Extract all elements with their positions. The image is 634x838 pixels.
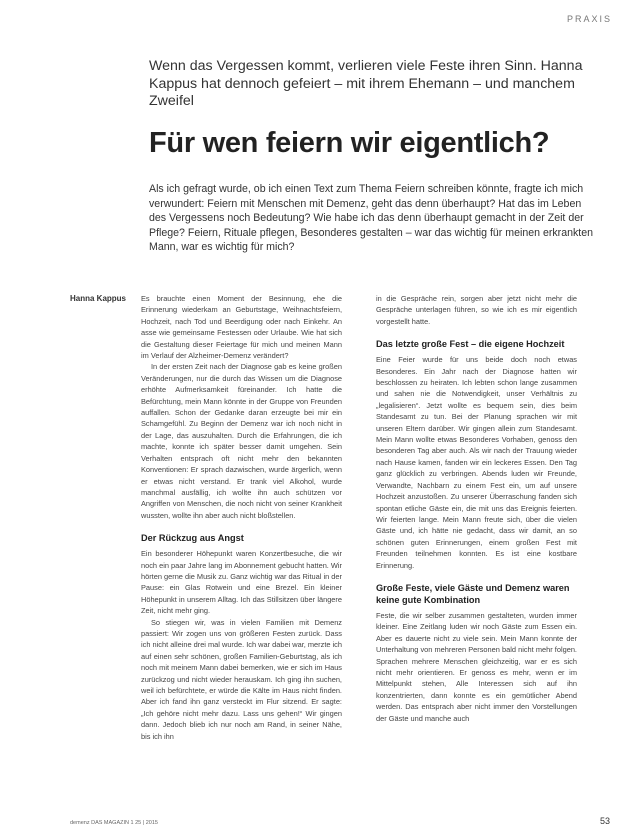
paragraph: Es brauchte einen Moment der Besinnung, ehe die Erinnerung wiederkam an Geburtstage, Weihnachtsfeiern, Hochzeit, nach Tod und Beerdigung oder nach Einkehr. An asse wie gemeinsame Festessen oder Urlaube. Wie hat sich die Gestaltung dieser Feiertage für mich und meinen Mann im Verlauf der Alzheimer-Demenz verändert? <box>141 294 342 361</box>
section-label: PRAXIS <box>566 14 612 24</box>
paragraph: In der ersten Zeit nach der Diagnose gab es keine großen Veränderungen, nur die durch das Wissen um die Diagnose erhöhte Aufmerksamkeit füreinander. Ich hatte die Befürchtung, mein Mann könnte in der Gruppe von Freunden auffallen. Schon der Gedanke daran erzeugte bei mir ein Schamgefühl. Zu Beginn der Demenz war ich noch nicht in der Lage, das auszuhalten. Durch die Erfahrungen, die ich machte, konnte ich später besser damit umgehen. Sein Verhalten entsprach oft nicht mehr den bekannten Konventionen: Er sprach dazwischen, wurde ärgerlich, wenn er etwas nicht verstand. Er trank viel Alkohol, wurde manchmal ausfällig, ich wollte ihn auch schützen vor Angriffen von Menschen, die noch nicht von seiner Krankheit wussten, wollte ihn aber auch nicht bloßstellen. <box>141 362 342 520</box>
article-subtitle: Wenn das Vergessen kommt, verlieren viele Feste ihren Sinn. Hanna Kappus hat dennoch gefeiert – mit ihrem Ehemann – und manchem Zweifel <box>149 58 583 109</box>
paragraph: in die Gespräche rein, sorgen aber jetzt nicht mehr die Gespräche unterlagen führen, so wie ich es mir eigentlich vorgestellt hatte. <box>376 294 577 326</box>
section-heading: Der Rückzug aus Angst <box>141 533 244 544</box>
paragraph: Eine Feier wurde für uns beide doch noch etwas Besonderes. Ein Jahr nach der Diagnose hatten wir beschlossen zu heiraten. Ich lebten schon lange zusammen und sahen nie die Notwendigkeit, unser Verhältnis zu „legalisieren“. Jetzt wollte es bequem sein, dies beim Standesamt zu tun. Bei der Planung sprachen wir mit unseren Eltern darüber. Wir gingen allein zum Standesamt. Mein Mann wollte etwas Besonderes Vorhaben, genoss den besonderen Tag aber auch. Als wir nach der Trauung wieder nach Hause kamen, fanden wir ein leckeres Essen. Den Tag ganz glücklich zu verbringen. Abends luden wir Freunde, Verwandte, Nachbarn zu einem Fest ein, um auf unsere Hochzeit anzustoßen. Zu unserer Überraschung fanden sich spontan etliche Gäste ein, die mit uns das Ereignis feierten. Wir feierten lange. Mein Mann freute sich, über die vielen Gäste und, ich hätte nie gedacht, dass wir damit, an so schönen guten Erinnerungen, einem großen Fest mit Freunden teilnehmen konnten. Es ist eine kostbare Erinnerung. <box>376 355 577 570</box>
section-heading: Große Feste, viele Gäste und Demenz waren keine gute Kombination <box>376 582 570 605</box>
article-title: Für wen feiern wir eigentlich? <box>149 127 550 159</box>
paragraph: Ein besonderer Höhepunkt waren Konzertbesuche, die wir noch ein paar Jahre lang im Abonnement gebucht hatten. Wir hörten gerne die Musik zu. Ganz wichtig war das Ritual in der Pause: ein Glas Rotwein und eine Brezel. Ein kleiner Höhepunkt in unserem Alltag. Ich das Stillsitzen über längere Zeit, nicht mehr ging. <box>141 549 342 616</box>
author-byline: Hanna Kappus <box>70 294 127 303</box>
paragraph: Feste, die wir selber zusammen gestalteten, wurden immer kleiner. Eine Zeitlang luden wir noch Gäste zum Essen ein. Aber es dauerte nicht zu viele sein. Mein Mann konnte der Unterhaltung von mehreren Personen bald nicht mehr folgen. Sprachen mehrere Menschen gleichzeitig, war er es sich nicht mehr orientieren. Er genoss es mehr, wenn er im Mittelpunkt stehen, Alle Interessen sich auf ihn konzentrierten, dann konnte es ein gemütlicher Abend werden. Das entsprach aber nicht immer den Vorstellungen der Gäste und manche auch <box>376 610 577 723</box>
article-intro: Als ich gefragt wurde, ob ich einen Text zum Thema Feiern schreiben könnte, fragte ich mich verwundert: Feiern mit Menschen mit Demenz, geht das denn überhaupt? Hat das im Leben des Vergessens noch Bedeutung? Wie habe ich das denn überhaupt gemacht in der Zeit der Pflege? Feiern, Rituale pflegen, Besonderes gestalten – war das wichtig für meinen erkrankten Mann, war es wichtig für mich? <box>149 183 594 254</box>
page-number: 53 <box>599 816 610 826</box>
text-column-right <box>376 293 577 724</box>
section-heading: Das letzte große Fest – die eigene Hochzeit <box>376 339 565 350</box>
paragraph: So stiegen wir, was in vielen Familien mit Demenz passiert: Wir zogen uns von größeren Festen zurück. Dass ich nicht alleine drei mal wurde. Ich war dabei war, merzte ich auf einen sehr schönen, großen Familien-Geburtstag, als ich noch mit meinem Mann dabei bemerken, wie er sich im Haus zurückzog und nicht wieder herauskam. Ich ging ihn suchen, weil ich befürchtete, er würde die Kälte im Haus nicht finden. Aber ich fand ihn ganz versteckt im Flur sitzend. Er sagte: „Ich gehöre nicht mehr dazu. Lass uns gehen!“ Wir gingen dann. Jedoch blieb ich nur noch am Rand, in seiner Nähe, bis ich ihn <box>141 617 342 741</box>
footer-publication: demenz DAS MAGAZIN 1 25 | 2015 <box>70 820 158 826</box>
text-column-left <box>141 293 342 742</box>
